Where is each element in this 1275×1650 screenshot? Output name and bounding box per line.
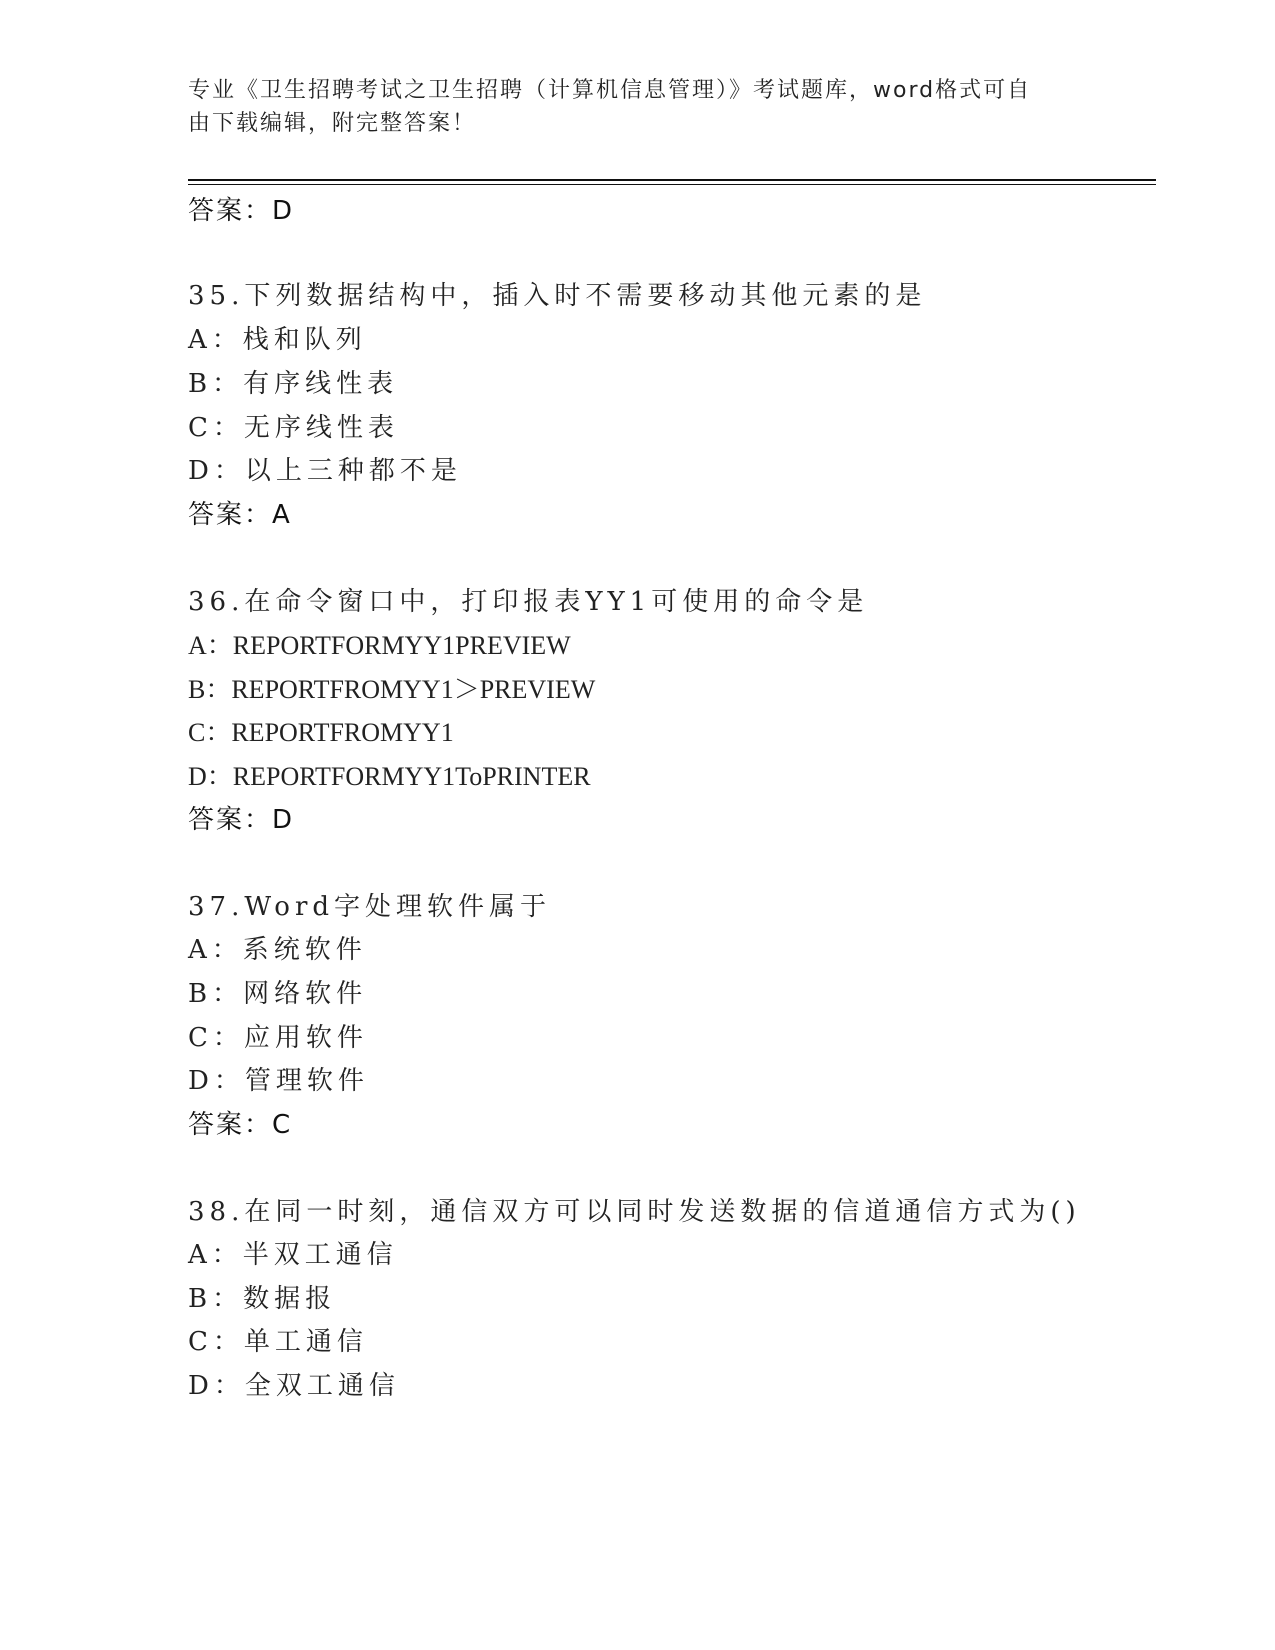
header-line-2: 由下载编辑，附完整答案！ xyxy=(188,111,477,136)
question-35-option-c: C：无序线性表 xyxy=(188,413,399,443)
question-38-option-a: A：半双工通信 xyxy=(188,1240,398,1270)
question-38-text: 38.在同一时刻，通信双方可以同时发送数据的信道通信方式为() xyxy=(188,1197,1081,1227)
header-line-1: 专业《卫生招聘考试之卫生招聘（计算机信息管理）》考试题库，word格式可自 xyxy=(188,78,1032,103)
question-37-option-a: A：系统软件 xyxy=(188,935,367,965)
question-37-option-b: B：网络软件 xyxy=(188,979,368,1009)
question-38-option-c: C：单工通信 xyxy=(188,1327,368,1357)
question-35-answer: 答案：A xyxy=(188,500,292,530)
question-36-option-a: A：REPORTFORMYY1PREVIEW xyxy=(188,631,571,660)
header-divider-thin xyxy=(188,184,1156,185)
question-37-answer: 答案：C xyxy=(188,1110,293,1140)
question-38-option-d: D：全双工通信 xyxy=(188,1371,400,1401)
question-36-text: 36.在命令窗口中，打印报表YY1可使用的命令是 xyxy=(188,587,869,617)
question-36-option-b: B：REPORTFROMYY1＞PREVIEW xyxy=(188,675,596,704)
question-35-option-b: B：有序线性表 xyxy=(188,369,399,399)
question-35-option-d: D：以上三种都不是 xyxy=(188,456,462,486)
header-divider-thick xyxy=(188,179,1156,181)
question-36-option-c: C：REPORTFROMYY1 xyxy=(188,718,454,747)
question-38-option-b: B：数据报 xyxy=(188,1284,337,1314)
question-36-option-d: D：REPORTFORMYY1ToPRINTER xyxy=(188,762,591,791)
question-37-option-c: C：应用软件 xyxy=(188,1023,368,1053)
document-header xyxy=(188,74,1088,140)
question-35-option-a: A：栈和队列 xyxy=(188,325,367,355)
question-36-answer: 答案：D xyxy=(188,805,295,835)
question-37-option-d: D：管理软件 xyxy=(188,1066,369,1096)
question-35-text: 35.下列数据结构中，插入时不需要移动其他元素的是 xyxy=(188,281,927,311)
answer-label: 答案：D xyxy=(188,196,295,226)
question-37-text: 37.Word字处理软件属于 xyxy=(188,892,552,922)
